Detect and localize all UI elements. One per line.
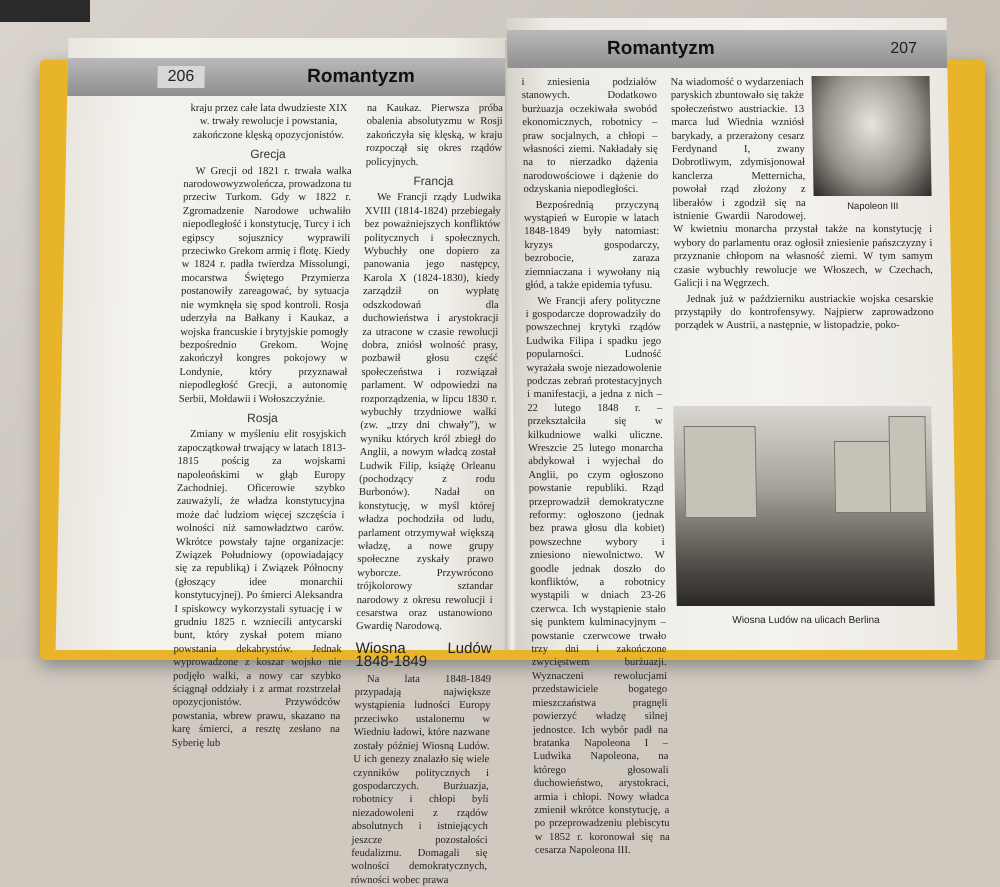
left-col-1: [171, 102, 353, 749]
portrait-caption: Napoleon III: [847, 201, 899, 212]
left-col-2: [350, 102, 504, 886]
paragraph: We Francji rządy Ludwika XVIII (1814-1824) przebiegały bez poważniejszych konfliktów politycznych i społecznych. Wybuchły one dopiero za panowania jego następcy, Karola X (1824-1830), kiedy zarządził on wypłatę odszkodowań dla duchowieństwa i arystokracji za utracone w czasie rewolucji dobra, zniósł wolność prasy, pozbawił głosu część społeczeństwa i rozwiązał parlament. W odpowiedzi na rozporządzenia, w lipcu 1830 r. wybuchły trzydniowe walki (zw. „trzy dni chwały”), w wyniku których król zbiegł do Anglii, a nowym władcą został Ludwik Filip, książę Orleanu (pochodzący z rodu Burbonów). Nadał on konstytucję, w myśl której władza pochodziła od ludu, parlament otrzymywał większą władzę, a nowe grupy społeczne zyskały prawo wyborcze. Przywrócono trójkolorowy sztandar narodowy z okresu rewolucji i cesarstwa oraz ustanowiono Gwardię Narodową.: [355, 192, 502, 633]
section-heading: Grecja: [250, 147, 286, 162]
paragraph: Na lata 1848-1849 przypadają największe wystąpienia ludności Europy przeciwko ustalonemu w Wiedniu ładowi, które nazwane zostały później Wiosną Ludów. U ich genezy znalazło się wiele czynników politycznych i gospodarczych. Burżuazja, robotnicy i chłopi byli niezadowoleni z rządów absolutnych i istniejących jeszcze pozostałości feudalizmu. Domagali się wolności demokratycznych, równości wobec prawa: [350, 673, 492, 886]
right-col-1: [521, 76, 670, 857]
right-page: [506, 18, 957, 857]
paragraph: Zmiany w myśleniu elit rosyjskich zapoczątkował trwający w latach 1813-1815 pościg za wojskami napoleońskimi w głąb Europy Zachodniej. Oficerowie szybko zauważyli, że władza konstytucyjna może dać ludziom więcej szczęścia i wolności niż samowładztwo carów. Wkrótce powstały tajne organizacje: Związek Południowy (opowiadający się za republiką) i Związek Północny (głoszący idee monarchii konstytucyjnej). Po śmierci Aleksandra I spiskowcy wykorzystali sytuację i w grudniu 1825 r. wzniecili antycarski bunt, który zyskał potem miano powstania dekabrystów. Jednak wyprowadzone z koszar wojsko nie podjęło walki, a nowy car szybko ściągnął oddziały i z armat rozstrzelał opozycjonistów. Przywódców powstania, wbrew prawu, skazano na karę śmierci, a resztę zesłano na Syberię lub: [171, 429, 347, 749]
right-col-2: [670, 76, 935, 400]
paragraph: i zniesienia podziałów stanowych. Dodatkowo burżuazja oczekiwała swobód ekonomicznych, robotnicy – praw socjalnych, a chłopi – własności ziemi. Nakładały się na to nierzadko dążenia narodowościowe i dążenie do odzyskania niepodległości.: [521, 77, 659, 196]
berlin-illustration: [673, 406, 934, 606]
napoleon-portrait-image: [811, 76, 931, 196]
building: [834, 441, 897, 513]
left-page: [56, 38, 519, 886]
paragraph: Bezpośrednią przyczyną wystąpień w Europie w latach 1848-1849 były natomiast: kryzys gospodarczy, bezrobocie, zaraza ziemniaczana i wywołany nią głód, a także epidemia tyfusu.: [523, 199, 661, 292]
page-number: 207: [890, 40, 918, 57]
paragraph: Jednak już w październiku austriackie wojska cesarskie przystąpiły do kontrofensywy. Najpierw zaprowadzono porządek w Austrii, a następnie, w listopadzie, poko-: [674, 293, 934, 332]
chapter-title: Romantyzm: [606, 38, 715, 59]
portrait-figure: [811, 76, 931, 213]
paragraph: W Grecji od 1821 r. trwała walka narodowowyzwoleńcza, prowadzona tu przeciw Turkom. Gdy w 1822 r. Zgromadzenie Narodowe uchwaliło niepodległość i konstytucję, Turcy i ich egipscy sojusznicy wyprawili przeciwko Grekom armię i flotę. Kiedy w 1824 r. padła twierdza Missolungi, mocarstwa Świętego Przymierza postanowiły zareagować, by sytuacja nie wymknęła się spod kontroli. Rosja uderzyła na Bałkany i Kaukaz, a wojska francuskie i brytyjskie pomogły bezpośrednio Grekom. Wojnę zakończył kongres pokojowy w Londynie, który przyznawał niepodległość Grecji, a autonomię Serbii, Mołdawii i Wołoszczyźnie.: [178, 165, 352, 405]
section-heading: Francja: [413, 174, 454, 189]
paragraph: Na wiadomość o wydarzeniach paryskich zbuntowało się także społeczeństwo austriackie. 13 marca lud Wiednia wzniósł barykady, a przerażony cesarz Ferdynand I, zwany Dobrotliwym, zdymisjonował kanclerza Metternicha, powołał rząd złożony z liberałów i zgodził się na istnienie Gwardii Narodowej. W kwietniu monarcha przystał także na konstytucję i wybory do parlamentu oraz ogłosił zniesienie pańszczyzny i przyznanie chłopom na własność ziemi. W tym samym czasie wybuchły rewolucje we Włoszech, w Czechach, Galicji i na Węgrzech.: [670, 77, 933, 290]
paragraph: na Kaukaz. Pierwsza próba obalenia absolutyzmu w Rosji zakończyła się klęską, w kraju rozpoczął się okres rządów policyjnych.: [365, 103, 504, 168]
section-heading: Rosja: [246, 410, 278, 425]
building: [888, 416, 927, 513]
illustration-caption: Wiosna Ludów na ulicach Berlina: [732, 615, 880, 626]
paragraph: kraju przez całe lata dwudzieste XIX w. trwały rewolucje i powstania, zakończone klęską opozycjonistów.: [190, 103, 348, 141]
paragraph: We Francji afery polityczne i gospodarcze doprowadziły do powszechnej krytyki rządów Ludwika Filipa i spadku jego popularności. Ludność wyrażała swoje niezadowolenie podczas zebrań protestacyjnych i manifestacji, a jedna z nich – 22 lutego 1848 r. – przekształciła się w kilkudniowe walki uliczne. Wreszcie 25 lutego monarcha abdykował i wyjechał do Anglii, po czym ogłoszono powstanie republiki. Rząd przeprowadził demokratyczne reformy: ogłoszono (jednak bez prawa głosu dla kobiet) powszechne wybory i zniesiono niewolnictwo. W goodle jednak doszło do konfliktów, a robotnicy wystąpili w dniach 23-26 czerwca. Ich wystąpienie stało się punktem kulminacyjnym – powstanie czerwcowe trwało trzy dni i zakończone zwycięstwem burżuazji. Wyznaczeni rewolucjami przedstawiciele bogatego mieszczaństwa pragnęli powierzyć władzę silnej jednostce. Ich wybór padł na bratanka Napoleona I – Ludwika Napoleona, na którego głosowali duchowieństwo, arystokraci, armia i chłopi. Nowy władca zmienił wkrótce konstytucję, a po przeprowadzeniu plebiscytu w 1852 r. koronował się na cesarza Napoleona III.: [525, 295, 670, 857]
building: [684, 426, 758, 518]
left-header: [67, 58, 518, 96]
left-columns: [171, 102, 504, 886]
dark-object: [0, 0, 90, 22]
section-heading-large: Wiosna Ludów 1848-1849: [355, 639, 492, 671]
page-number: 206: [157, 66, 204, 88]
chapter-title: Romantyzm: [306, 66, 416, 87]
right-header: [507, 30, 948, 68]
